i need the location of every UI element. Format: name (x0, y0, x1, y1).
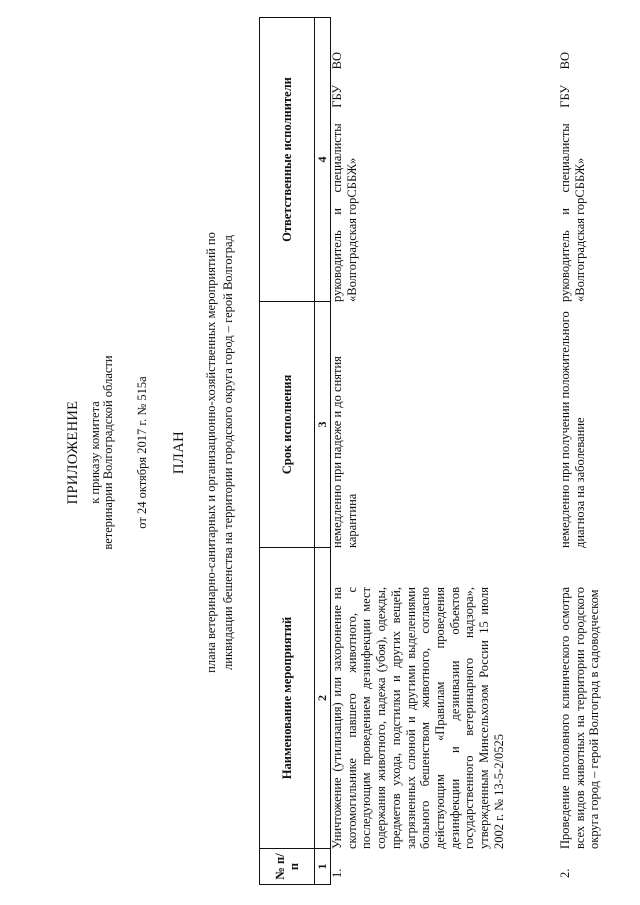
table-row (558, 18, 618, 885)
row-number: 1. (330, 868, 344, 878)
plan-title: ПЛАН (171, 430, 187, 475)
plan-subtitle: плана ветеринарно-санитарных и организационно-хозяйственных мероприятий по ликвидации бешенства на территории городского округа город – герой Волгоград (204, 232, 235, 673)
header-action: Наименование мероприятий (260, 548, 315, 849)
index-cell: 4 (315, 18, 331, 302)
index-cell: 2 (315, 548, 331, 849)
plan-table-body (330, 18, 618, 885)
appendix-title: ПРИЛОЖЕНИЕ (65, 400, 81, 505)
row-responsible: руководитель и специалисты ГБУ ВО «Волгоградская горСББЖ» (330, 52, 359, 302)
table-row (330, 18, 558, 885)
row-number: 2. (558, 868, 572, 878)
index-cell: 1 (315, 849, 331, 885)
row-responsible: руководитель и специалисты ГБУ ВО «Волгоградская горСББЖ» (558, 52, 587, 302)
appendix-line-1: к приказу комитета (88, 401, 102, 504)
header-responsible: Ответственные исполнители (260, 18, 315, 302)
appendix-line-2: ветеринарии Волгоградской области (101, 355, 115, 550)
row-action: Уничтожение (утилизация) или захоронение на скотомогильнике павшего животного, с последующим проведением дезинфекции мест содержания животного, падежа (убоя), одежды, предметов ухода, подстилки и других вещей, загрязненных слюной и другими выделениями больного бешенством животного, согласно действующим «Правилам проведения дезинфекции и дезинвазии объектов государственного ветеринарного надзора», утвержденным Минсельхозом России 15 июля 2002 г. № 13-5-2/0525 (330, 587, 506, 849)
header-number: № п/п (260, 849, 315, 885)
plan-table-header (259, 17, 331, 885)
row-action: Проведение поголовного клинического осмотра всех видов животных на территории городского округа город – герой Волгоград в садоводческом (558, 587, 602, 849)
row-deadline: немедленно при падеже и до снятия карантина (330, 356, 359, 548)
row-deadline: немедленно при получении положительного диагноза на заболевание (558, 311, 587, 548)
index-cell: 3 (315, 302, 331, 548)
appendix-subtitle (89, 0, 115, 905)
header-deadline: Срок исполнения (260, 302, 315, 548)
table-index-row (315, 18, 331, 885)
table-header-row (260, 18, 315, 885)
appendix-date: от 24 октября 2017 г. № 515а (135, 376, 149, 529)
